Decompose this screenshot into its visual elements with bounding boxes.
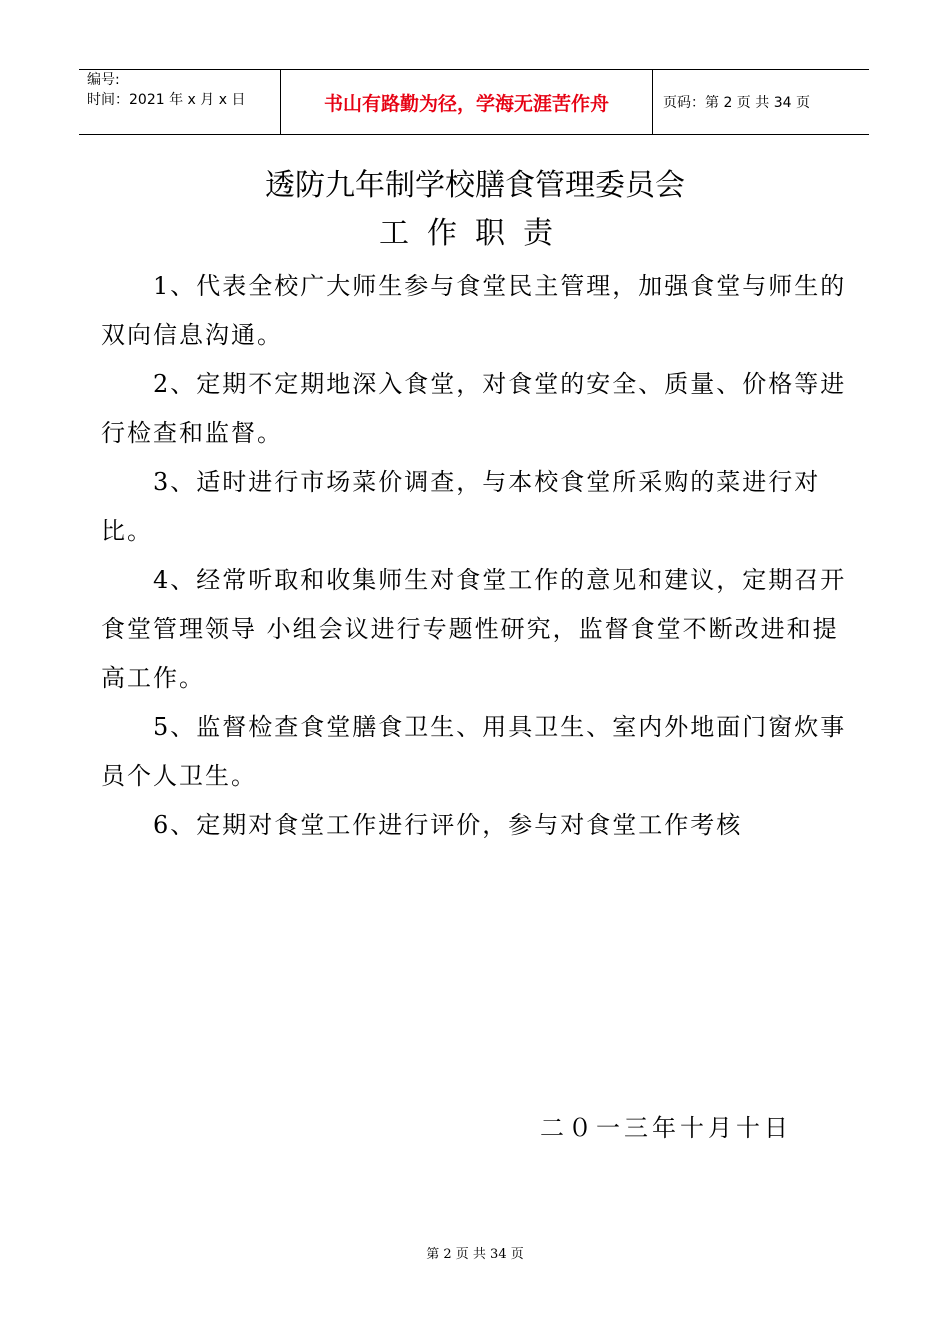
footer-page-number: 第 2 页 共 34 页 [426,1247,524,1262]
document-number-label: 编号: [87,72,120,88]
document-body [101,262,849,850]
header-meta-cell [79,70,281,134]
duty-item-2: 2、定期不定期地深入食堂，对食堂的安全、质量、价格等进行检查和监督。 [101,370,847,447]
header-motto-cell [281,70,653,134]
duty-item-1: 1、代表全校广大师生参与食堂民主管理，加强食堂与师生的双向信息沟通。 [101,272,847,349]
duty-item-3: 3、适时进行市场菜价调查，与本校食堂所采购的菜进行对比。 [101,468,821,545]
header-page-cell [653,70,869,134]
duty-item-5: 5、监督检查食堂膳食卫生、用具卫生、室内外地面门窗炊事员个人卫生。 [101,713,847,790]
header-page-number: 页码：第 2 页 共 34 页 [663,95,810,111]
duty-item-4: 4、经常听取和收集师生对食堂工作的意见和建议，定期召开食堂管理领导 小组会议进行专题性研究，监督食堂不断改进和提高工作。 [101,566,847,692]
document-time-label: 时间：2021 年 x 月 x 日 [87,92,246,108]
document-subtitle: 工作职责 [379,216,571,251]
document-title: 透防九年制学校膳食管理委员会 [265,168,685,203]
header-table [79,69,869,135]
duty-item-6: 6、定期对食堂工作进行评价，参与对食堂工作考核 [153,811,743,839]
document-date: 二０一三年十月十日 [540,1114,792,1142]
motto-text: 书山有路勤为径，学海无涯苦作舟 [323,92,609,115]
